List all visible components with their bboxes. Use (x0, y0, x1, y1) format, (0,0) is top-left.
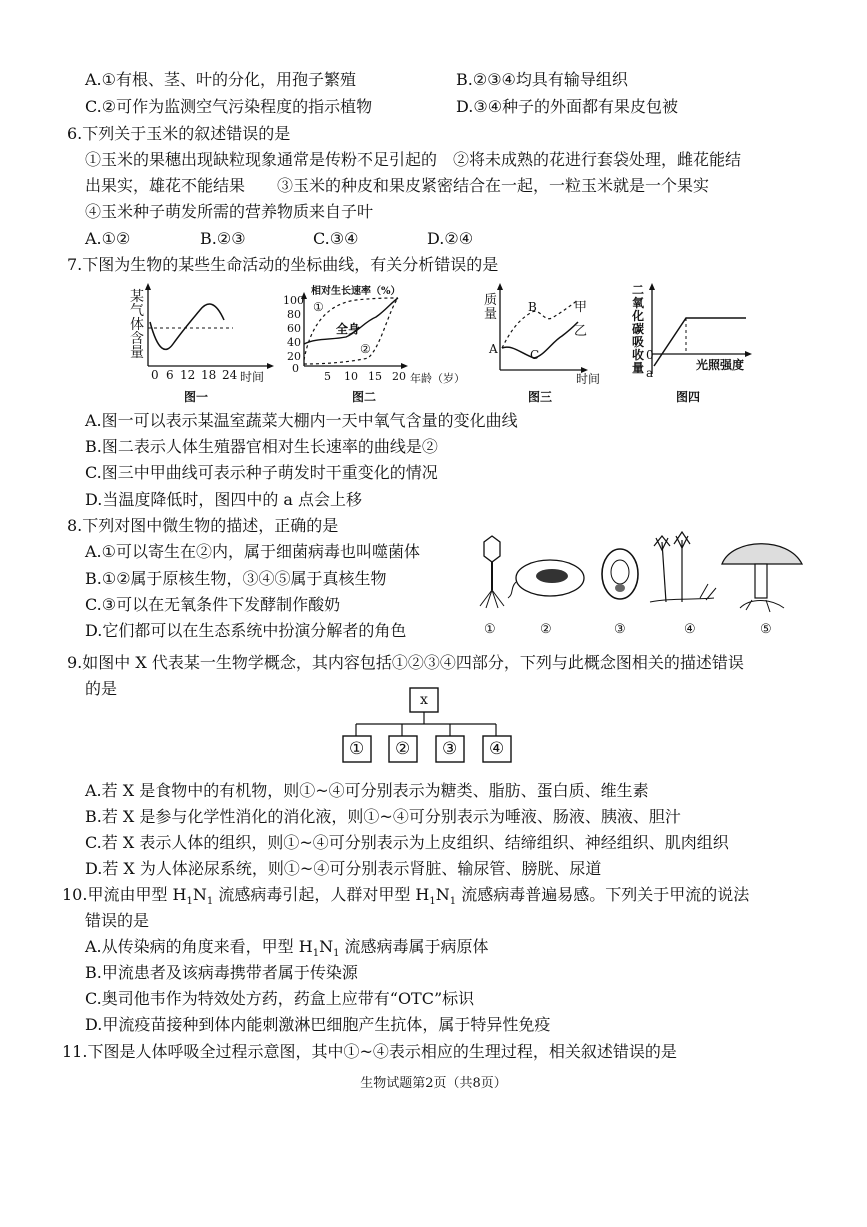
fig1-tick-12: 12 (180, 368, 196, 382)
q6-option-d: D.②④ (427, 229, 474, 248)
q10-stem-line-1: 10.甲流由甲型 $H_1N_1$ 流感病毒引起，人群对甲型 $H_1N_1$ 流感病毒普遍易感。下列关于甲流的说法 (62, 885, 750, 908)
q5-option-d: D.③④种子的外面都有果皮包被 (456, 97, 679, 116)
fig3-point-a: A (489, 342, 498, 356)
fig4-caption: 图四 (676, 390, 701, 404)
q11-stem: 11.下图是人体呼吸全过程示意图，其中①~④表示相应的生理过程，相关叙述错误的是 (62, 1042, 677, 1061)
q7-stem: 7.下图为生物的某些生命活动的坐标曲线，有关分析错误的是 (67, 255, 499, 274)
q7-option-d: D.当温度降低时，图四中的 a 点会上移 (85, 490, 363, 509)
fig2-whole-body-label: 全身 (336, 322, 361, 336)
q5-option-c: C.②可作为监测空气污染程度的指示植物 (85, 97, 373, 116)
q9-box-1: ① (349, 739, 365, 759)
q8-option-d: D.它们都可以在生态系统中扮演分解者的角色 (85, 621, 407, 640)
fig3-xunit: 时间 (576, 372, 601, 386)
fig3-series-jia: 甲 (574, 300, 588, 315)
q9-box-3: ③ (442, 739, 458, 759)
q7-option-a: A.图一可以表示某温室蔬菜大棚内一天中氧气含量的变化曲线 (85, 411, 518, 430)
q10-option-b: B.甲流患者及该病毒携带者属于传染源 (85, 963, 358, 982)
q8-label-1: ① (484, 622, 496, 637)
fig3-caption: 图三 (528, 390, 553, 404)
q6-statement-2: 出果实，雄花不能结果 ③玉米的种皮和果皮紧密结合在一起，一粒玉米就是一个果实 (85, 176, 710, 195)
q9-option-a: A.若 X 是食物中的有机物，则①~④可分别表示为糖类、脂肪、蛋白质、维生素 (85, 781, 649, 800)
bacterium-illustration (508, 560, 584, 598)
fig3-series-yi: 乙 (574, 324, 588, 339)
fig3-point-b: B (528, 300, 537, 314)
q8-label-5: ⑤ (760, 622, 772, 637)
fig2-ytick-100: 100 (283, 294, 304, 307)
yeast-illustration (602, 549, 638, 599)
q6-option-a: A.①② (85, 229, 131, 248)
q9-box-4: ④ (489, 739, 505, 759)
q7-figure-1 (128, 282, 278, 382)
q6-option-c: C.③④ (313, 229, 359, 248)
q9-option-b: B.若 X 是参与化学性消化的消化液，则①~④可分别表示为唾液、肠液、胰液、胆汁 (85, 807, 681, 826)
fig2-xtick-20: 20 (392, 370, 406, 383)
q8-option-a: A.①可以寄生在②内，属于细菌病毒也叫噬菌体 (85, 542, 420, 561)
fig2-xunit: 年龄（岁） (410, 372, 465, 385)
phage-illustration (480, 536, 504, 608)
q7-figure-2 (296, 282, 466, 382)
q10-option-d: D.甲流疫苗接种到体内能刺激淋巴细胞产生抗体，属于特异性免疫 (85, 1015, 551, 1034)
q9-box-2: ② (395, 739, 411, 759)
fig2-ytick-20: 20 (287, 350, 301, 363)
q10-option-c: C.奥司他韦作为特效处方药，药盒上应带有“OTC”标识 (85, 989, 475, 1008)
q6-stem: 6.下列关于玉米的叙述错误的是 (67, 124, 291, 143)
q6-statement-3: ④玉米种子萌发所需的营养物质来自子叶 (85, 202, 374, 221)
fig2-ytick-80: 80 (287, 308, 301, 321)
q7-option-b: B.图二表示人体生殖器官相对生长速率的曲线是② (85, 437, 438, 456)
fig1-tick-0: 0 (151, 368, 159, 382)
q8-label-3: ③ (614, 622, 626, 637)
fig2-xtick-10: 10 (344, 370, 358, 383)
q9-stem-line-1: 9.如图中 X 代表某一生物学概念，其内容包括①②③④四部分，下列与此概念图相关的描述错误 (67, 653, 744, 672)
q9-option-c: C.若 X 表示人体的组织，则①~④可分别表示为上皮组织、结缔组织、神经组织、肌肉组织 (85, 833, 729, 852)
fig3-point-c: C (530, 348, 540, 362)
fig1-tick-6: 6 (166, 368, 174, 382)
q9-root-x: x (420, 692, 428, 708)
q9-stem-line-2: 的是 (85, 679, 118, 698)
fig4-xunit: 光照强度 (696, 358, 745, 372)
fig2-ytick-40: 40 (287, 336, 301, 349)
q8-label-4: ④ (684, 622, 696, 637)
fig2-caption: 图二 (352, 390, 377, 404)
fig4-origin: 0 (646, 348, 654, 362)
q8-option-c: C.③可以在无氧条件下发酵制作酸奶 (85, 595, 341, 614)
q5-option-b: B.②③④均具有输导组织 (456, 70, 628, 89)
fig1-tick-24: 24 (222, 368, 238, 382)
q8-microbes-figure (470, 528, 810, 620)
q10-stem-line-2: 错误的是 (85, 911, 150, 930)
q7-option-c: C.图三中甲曲线可表示种子萌发时干重变化的情况 (85, 463, 438, 482)
mold-illustration (650, 532, 716, 602)
fig2-ytick-60: 60 (287, 322, 301, 335)
fig1-xunit: 时间 (240, 370, 265, 384)
page-footer: 生物试题第2页（共8页） (360, 1076, 507, 1091)
q9-option-d: D.若 X 为人体泌尿系统，则①~④可分别表示肾脏、输尿管、膀胱、尿道 (85, 859, 602, 878)
fig1-tick-18: 18 (201, 368, 217, 382)
fig2-curve-1-label: ① (313, 300, 324, 314)
fig2-xtick-15: 15 (368, 370, 382, 383)
q5-option-a: A.①有根、茎、叶的分化，用孢子繁殖 (85, 70, 356, 89)
q8-label-2: ② (540, 622, 552, 637)
fig2-title: 相对生长速率（%） (311, 286, 401, 297)
q6-option-b: B.②③ (200, 229, 246, 248)
q10-option-a: A.从传染病的角度来看，甲型 $H_1N_1$ 流感病毒属于病原体 (85, 937, 489, 960)
q8-option-b: B.①②属于原核生物，③④⑤属于真核生物 (85, 569, 387, 588)
q8-stem: 8.下列对图中微生物的描述，正确的是 (67, 516, 339, 535)
fig1-ylabel: 某气体含量 (130, 289, 144, 361)
fig2-xtick-5: 5 (324, 370, 331, 383)
fig4-point-a: a (646, 366, 654, 380)
fig4-ylabel: 二氧化碳吸收量 (632, 283, 645, 375)
mushroom-illustration (722, 544, 802, 612)
fig3-ylabel: 质量 (484, 293, 498, 322)
q6-statement-1: ①玉米的果穗出现缺粒现象通常是传粉不足引起的 ②将未成熟的花进行套袋处理，雌花能结 (85, 150, 742, 169)
fig1-caption: 图一 (184, 390, 209, 404)
fig2-curve-2-label: ② (360, 342, 371, 356)
fig2-ytick-0: 0 (292, 362, 299, 375)
